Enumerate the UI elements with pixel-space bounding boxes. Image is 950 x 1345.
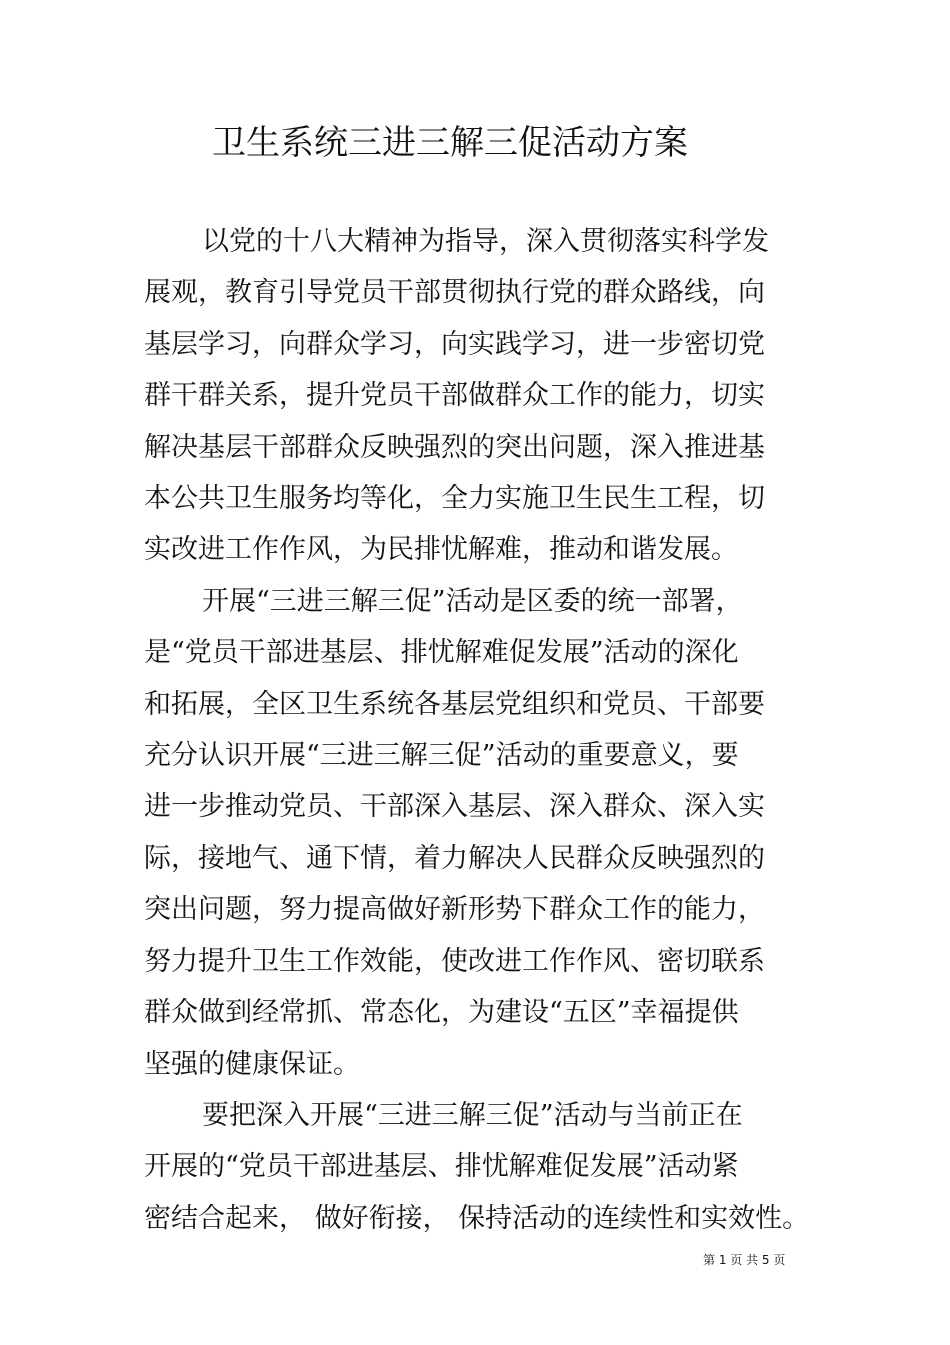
text-line: 群干群关系，提升党员干部做群众工作的能力，切实 bbox=[144, 380, 765, 412]
text-line: 坚强的健康保证。 bbox=[144, 1048, 360, 1080]
text-line: 基层学习，向群众学习，向实践学习，进一步密切党 bbox=[144, 328, 765, 360]
document-title: 卫生系统三进三解三促活动方案 bbox=[212, 123, 688, 163]
text-line: 突出问题，努力提高做好新形势下群众工作的能力， bbox=[144, 894, 765, 926]
text-line: 以党的十八大精神为指导，深入贯彻落实科学发 bbox=[202, 226, 769, 257]
text-line: 是“党员干部进基层、排忧解难促发展”活动的深化 bbox=[144, 637, 739, 669]
text-line: 努力提升卫生工作效能，使改进工作作风、密切联系 bbox=[144, 945, 765, 977]
document-body bbox=[144, 216, 824, 1244]
text-line: 充分认识开展“三进三解三促”活动的重要意义，要 bbox=[144, 740, 739, 772]
text-line: 开展“三进三解三促”活动是区委的统一部署， bbox=[202, 585, 743, 617]
text-line: 进一步推动党员、干部深入基层、深入群众、深入实 bbox=[144, 791, 765, 823]
text-line: 际，接地气、通下情，着力解决人民群众反映强烈的 bbox=[144, 842, 765, 874]
page-number-footer: 第 1 页 共 5 页 bbox=[703, 1253, 786, 1267]
text-line: 群众做到经常抓、常态化，为建设“五区”幸福提供 bbox=[144, 997, 739, 1029]
paragraph-1 bbox=[144, 216, 824, 576]
text-line: 要把深入开展“三进三解三促”活动与当前正在 bbox=[202, 1099, 743, 1131]
text-line: 开展的“党员干部进基层、排忧解难促发展”活动紧 bbox=[144, 1151, 739, 1183]
text-line: 和拓展，全区卫生系统各基层党组织和党员、干部要 bbox=[144, 688, 765, 720]
paragraph-2 bbox=[144, 576, 824, 1090]
text-line: 密结合起来， 做好衔接， 保持活动的连续性和实效性。 bbox=[144, 1202, 810, 1234]
text-line: 本公共卫生服务均等化，全力实施卫生民生工程，切 bbox=[144, 483, 765, 515]
paragraph-3 bbox=[144, 1090, 824, 1244]
text-line: 实改进工作作风，为民排忧解难，推动和谐发展。 bbox=[144, 534, 738, 566]
text-line: 解决基层干部群众反映强烈的突出问题，深入推进基 bbox=[144, 431, 765, 463]
text-line: 展观，教育引导党员干部贯彻执行党的群众路线，向 bbox=[144, 277, 765, 309]
